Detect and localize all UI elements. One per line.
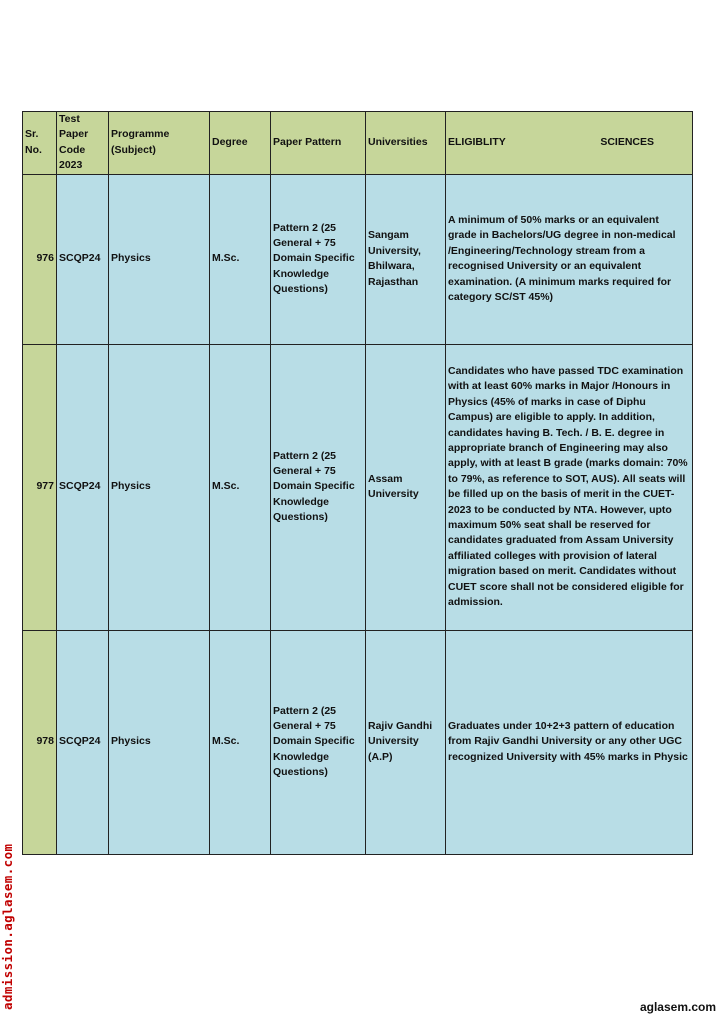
cell-pattern: Pattern 2 (25 General + 75 Domain Specific Knowledge Questions) — [271, 344, 366, 630]
footer-site-label: aglasem.com — [639, 1000, 716, 1014]
header-degree: Degree — [210, 112, 271, 175]
eligibility-table — [22, 111, 693, 855]
cell-degree: M.Sc. — [210, 344, 271, 630]
header-sr-no: Sr. No. — [23, 112, 57, 175]
cell-sr-no: 977 — [23, 344, 57, 630]
cell-pattern: Pattern 2 (25 General + 75 Domain Specific Knowledge Questions) — [271, 174, 366, 344]
cell-university: Sangam University, Bhilwara, Rajasthan — [366, 174, 446, 344]
cell-programme: Physics — [109, 344, 210, 630]
table-header-row — [23, 112, 693, 175]
header-paper-pattern: Paper Pattern — [271, 112, 366, 175]
cell-code: SCQP24 — [57, 174, 109, 344]
header-universities: Universities — [366, 112, 446, 175]
cell-degree: M.Sc. — [210, 630, 271, 854]
cell-sr-no: 978 — [23, 630, 57, 854]
cell-code: SCQP24 — [57, 630, 109, 854]
table-row — [23, 630, 693, 854]
cell-programme: Physics — [109, 630, 210, 854]
cell-sr-no: 976 — [23, 174, 57, 344]
table-row — [23, 174, 693, 344]
header-category-label: SCIENCES — [600, 136, 654, 149]
cell-programme: Physics — [109, 174, 210, 344]
watermark-link[interactable]: admission.aglasem.com — [0, 843, 15, 1010]
cell-eligibility: A minimum of 50% marks or an equivalent grade in Bachelors/UG degree in non-medical /Engineering/Technology stream from a recognised University or an equivalent examination. (A minimum marks required for category SC/ST 45%) — [446, 174, 693, 344]
header-test-paper-code: Test Paper Code 2023 — [57, 112, 109, 175]
header-eligibility — [446, 112, 693, 175]
cell-code: SCQP24 — [57, 344, 109, 630]
header-eligibility-label: ELIGIBLITY — [448, 136, 506, 149]
header-programme: Programme (Subject) — [109, 112, 210, 175]
cell-university: Assam University — [366, 344, 446, 630]
table-row — [23, 344, 693, 630]
cell-pattern: Pattern 2 (25 General + 75 Domain Specific Knowledge Questions) — [271, 630, 366, 854]
cell-eligibility: Candidates who have passed TDC examination with at least 60% marks in Major /Honours in Physics (45% of marks in case of Diphu Campus) are eligible to apply. In addition, candidates having B. Tech. / B. E. degree in appropriate branch of Engineering may also apply, with at least B grade (marks domain: 70% to 79%, as reference to SOT, AUS). All seats will be filled up on the basis of merit in the CUET-2023 to be conducted by NTA. However, upto maximum 50% seat shall be reserved for candidates graduated from Assam University affiliated colleges with provision of lateral migration based on merit. Candidates without CUET score shall not be considered eligible for admission. — [446, 344, 693, 630]
cell-degree: M.Sc. — [210, 174, 271, 344]
cell-eligibility: Graduates under 10+2+3 pattern of education from Rajiv Gandhi University or any other UGC recognized University with 45% marks in Physic — [446, 630, 693, 854]
cell-university: Rajiv Gandhi University (A.P) — [366, 630, 446, 854]
